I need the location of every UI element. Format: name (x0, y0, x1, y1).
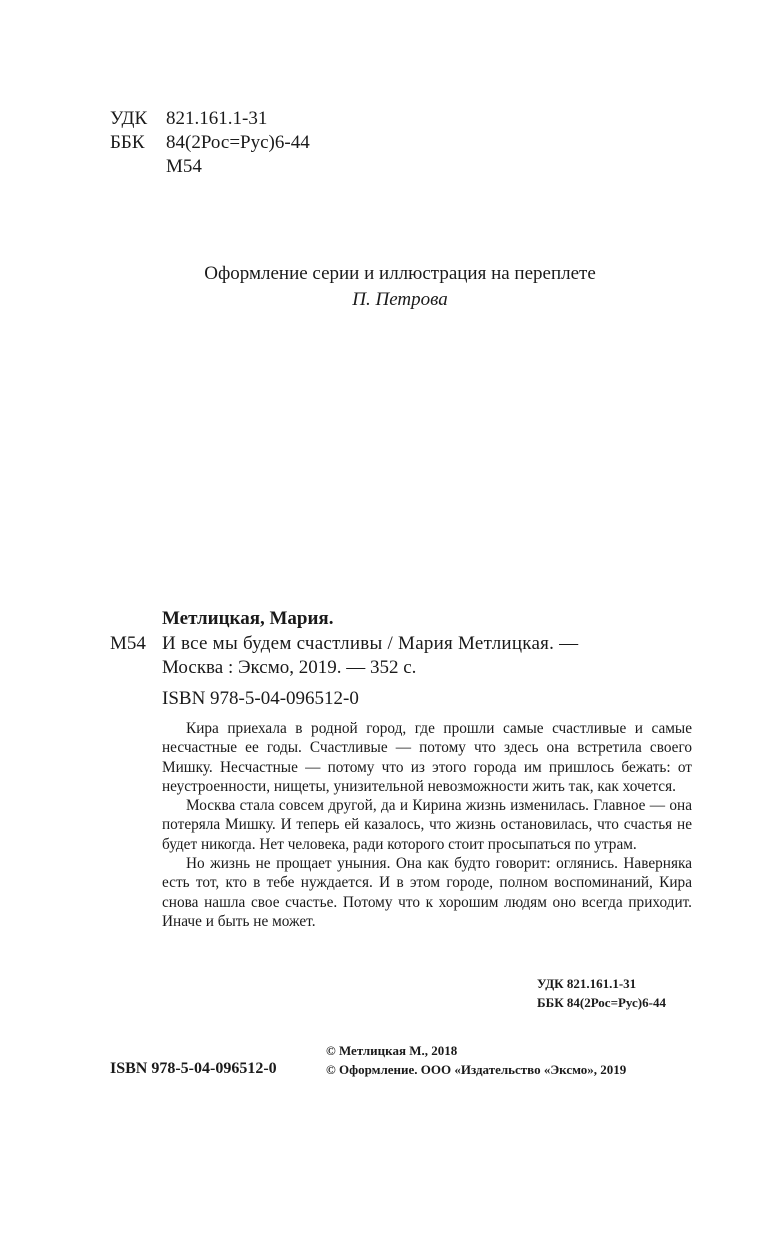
codes-bbk: ББК 84(2Рос=Рус)6-44 (537, 995, 666, 1010)
udk-label: УДК (110, 108, 148, 129)
udk-line (110, 107, 267, 131)
codes-udk: УДК 821.161.1-31 (537, 976, 637, 991)
bbk-line (110, 131, 310, 155)
copyright-author: © Метлицкая М., 2018 (326, 1043, 458, 1058)
bbk-label: ББК (110, 132, 145, 153)
author-mark: М54 (166, 156, 202, 177)
annotation-paragraph-2: Москва стала совсем другой, да и Кирина жизнь изменилась. Главное — она потеряла Мишку. И теперь ей казалось, что жизнь остановилась, что счастья не будет никогда. Нет человека, ради которого стоит просыпаться по утрам. (162, 797, 692, 853)
udk-value: 821.161.1-31 (166, 108, 268, 129)
bib-author: Метлицкая, Мария. (162, 608, 334, 629)
bib-mark: М54 (110, 633, 146, 654)
bib-title-line2: Москва : Эксмо, 2019. — 352 с. (162, 657, 417, 678)
design-credit-name: П. Петрова (352, 289, 448, 310)
annotation-paragraph-3: Но жизнь не прощает уныния. Она как будто говорит: оглянись. Наверняка есть тот, кто в тебе нуждается. И в этом городе, полном воспоминаний, Кира снова нашла свое счастье. Потому что к хорошим людям оно всегда приходит. Иначе и быть не может. (162, 855, 692, 930)
copyright-design: © Оформление. ООО «Издательство «Эксмо», 2019 (326, 1062, 627, 1077)
annotation (162, 719, 692, 931)
bib-title-line1: И все мы будем счастливы / Мария Метлицкая. — (162, 633, 579, 654)
footer-isbn: ISBN 978-5-04-096512-0 (110, 1060, 277, 1077)
bbk-value: 84(2Рос=Рус)6-44 (166, 132, 310, 153)
bib-isbn: ISBN 978-5-04-096512-0 (162, 688, 359, 709)
annotation-paragraph-1: Кира приехала в родной город, где прошли самые счастливые и самые несчастные ее годы. Счастливые — потому что здесь она встретила своего Мишку. Несчастные — потому что из этого города им пришлось бежать: от неустроенности, нищеты, унизительной невозможности жить так, как хочется. (162, 720, 692, 795)
design-credit-line: Оформление серии и иллюстрация на переплете (204, 263, 596, 284)
